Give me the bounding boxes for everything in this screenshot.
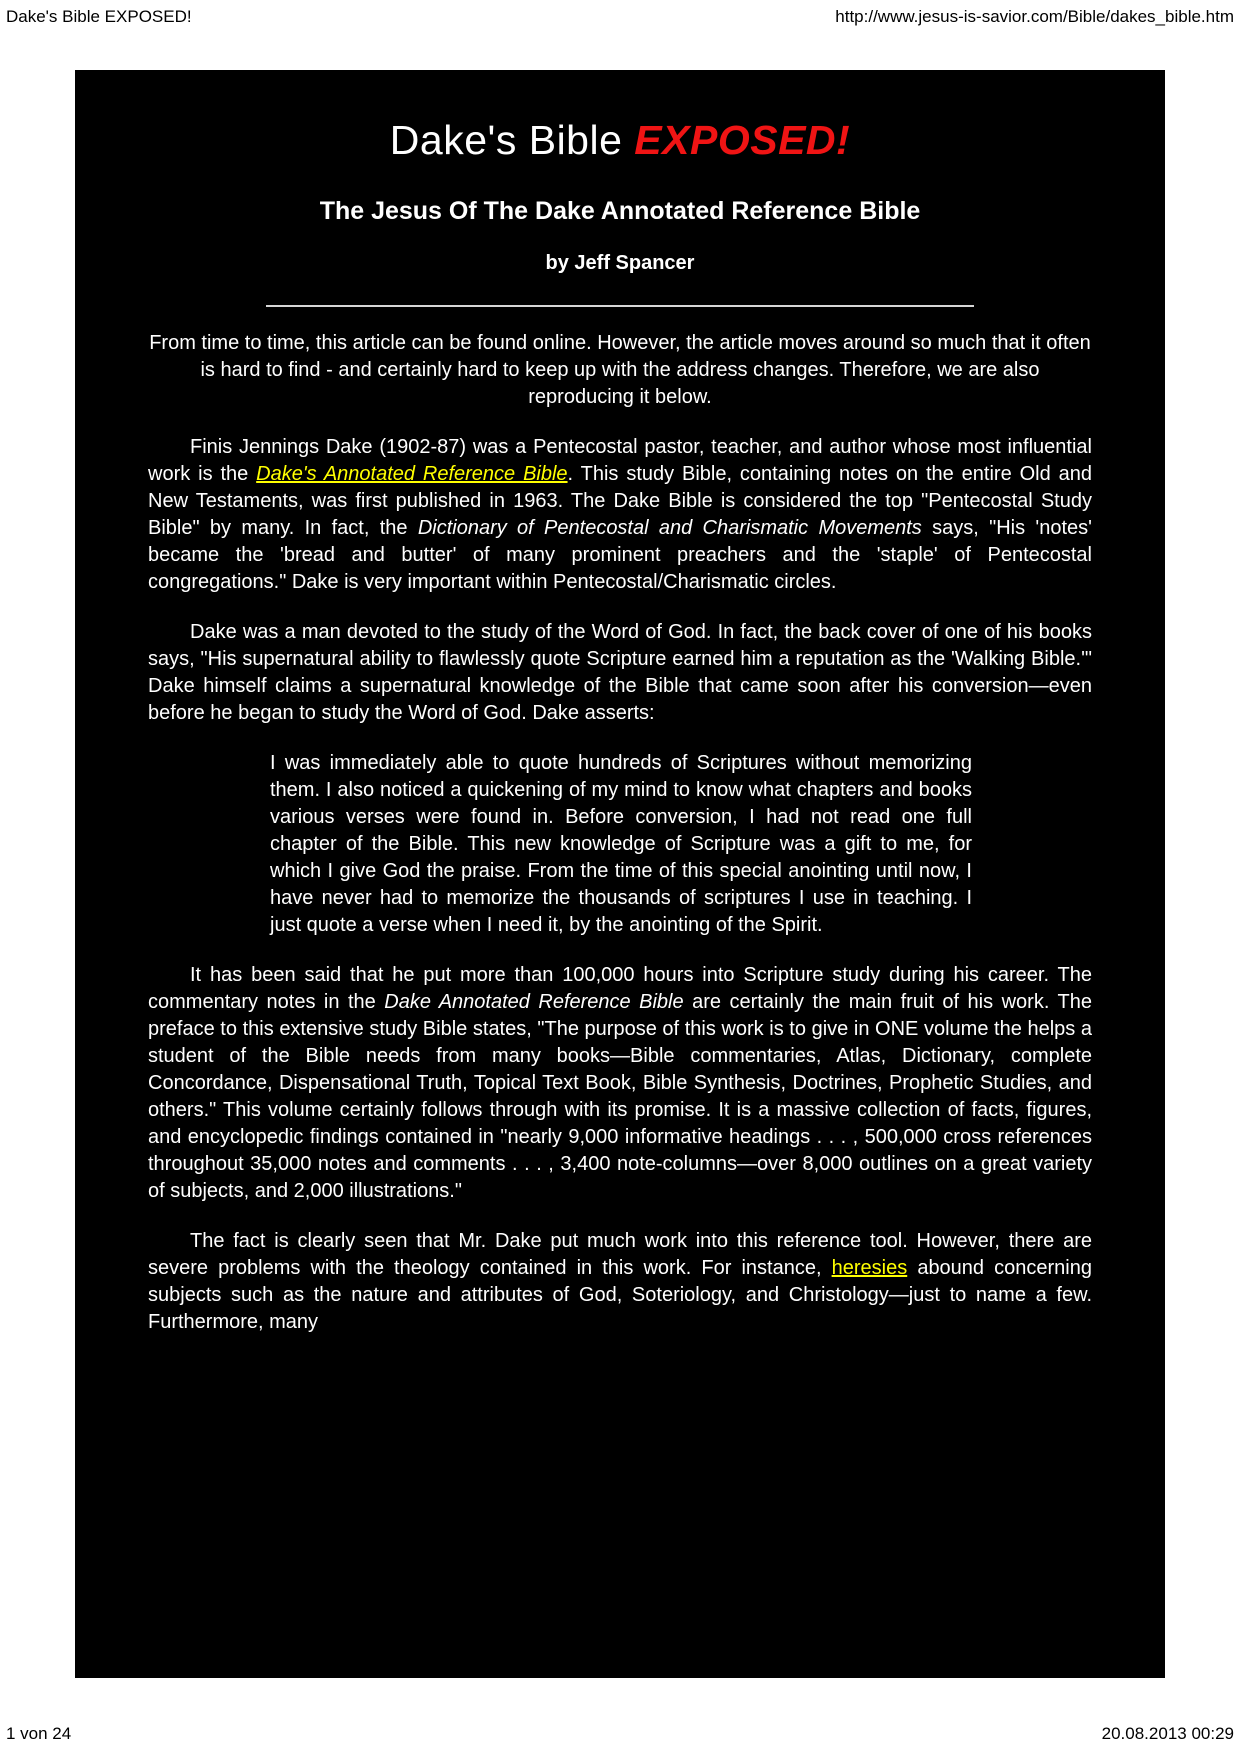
book-title-dake-annotated: Dake Annotated Reference Bible (384, 991, 684, 1013)
text-run: The fact is clearly seen that Mr. Dake put much work into this reference tool. However, there are severe problems with the theology contained in this work. For instance, (148, 1230, 1092, 1279)
text-run: says, "His 'notes' became the 'bread and butter' of many prominent preachers and the 'staple' of Pentecostal congregations." Dake is very important within Pentecostal/Charismatic circles. (148, 517, 1092, 593)
article-body (148, 330, 1092, 1336)
text-run: It has been said that he put more than 100,000 hours into Scripture study during his career. The commentary notes in the (148, 964, 1092, 1013)
paragraph-scripture-study (148, 962, 1092, 1205)
byline: by Jeff Spancer (545, 252, 695, 274)
page-title (148, 116, 1092, 164)
link-dakes-annotated-reference-bible[interactable]: Dake's Annotated Reference Bible (256, 463, 568, 485)
page-title-main: Dake's Bible (389, 117, 635, 163)
blockquote-dake-quote: I was immediately able to quote hundreds of Scriptures without memorizing them. I also noticed a quickening of my mind to know what chapters and books various verses were found in. Before conversion, I had not read one full chapter of the Bible. This new knowledge of Scripture was a gift to me, for which I give God the praise. From the time of this special anointing until now, I have never had to memorize the thousands of scriptures I use in teaching. I just quote a verse when I need it, by the anointing of the Spirit. (270, 752, 972, 936)
text-run: . This study Bible, containing notes on the entire Old and New Testaments, was first published in 1963. The Dake Bible is considered the top "Pentecostal Study Bible" by many. In fact, the (148, 463, 1092, 539)
paragraph-intro-note: From time to time, this article can be found online. However, the article moves around so much that it often is hard to find - and certainly hard to keep up with the address changes. Therefore, we are also reproducing it below. (149, 332, 1091, 408)
print-timestamp: 20.08.2013 00:29 (1101, 1724, 1234, 1743)
page-subtitle: The Jesus Of The Dake Annotated Reference Bible (319, 197, 921, 225)
horizontal-divider (266, 305, 974, 307)
print-header-url: http://www.jesus-is-savior.com/Bible/dakes_bible.htm (835, 7, 1234, 26)
link-heresies[interactable]: heresies (831, 1257, 908, 1279)
text-run: are certainly the main fruit of his work. The preface to this extensive study Bible states, "The purpose of this work is to give in ONE volume the helps a student of the Bible needs from many books—Bible commentaries, Atlas, Dictionary, complete Concordance, Dispensational Truth, Topical Text Book, Bible Synthesis, Doctrines, Prophetic Studies, and others." This volume certainly follows through with its promise. It is a massive collection of facts, figures, and encyclopedic findings contained in "nearly 9,000 informative headings . . . , 500,000 cross references throughout 35,000 notes and comments . . . , 3,400 note-columns—over 8,000 outlines on a great variety of subjects, and 2,000 illustrations." (148, 991, 1092, 1202)
paragraph-dake-devoted: Dake was a man devoted to the study of the Word of God. In fact, the back cover of one of his books says, "His supernatural ability to flawlessly quote Scripture earned him a reputation as the 'Walking Bible.'" Dake himself claims a supernatural knowledge of the Bible that came soon after his conversion—even before he began to study the Word of God. Dake asserts: (148, 621, 1092, 724)
print-header-title: Dake's Bible EXPOSED! (6, 7, 192, 26)
paragraph-severe-problems (148, 1228, 1092, 1336)
paragraph-finis-dake (148, 434, 1092, 596)
print-footer (6, 1724, 1234, 1744)
page-number: 1 von 24 (6, 1724, 72, 1743)
text-run: abound concerning subjects such as the nature and attributes of God, Soteriology, and Christology—just to name a few. Furthermore, many (148, 1257, 1092, 1333)
print-header (6, 7, 1234, 27)
book-title-dictionary: Dictionary of Pentecostal and Charismatic Movements (417, 517, 922, 539)
page-title-emphasis: EXPOSED! (634, 117, 851, 163)
text-run: Finis Jennings Dake (1902-87) was a Pentecostal pastor, teacher, and author whose most influential work is the (148, 436, 1092, 485)
article-container (75, 70, 1165, 1678)
